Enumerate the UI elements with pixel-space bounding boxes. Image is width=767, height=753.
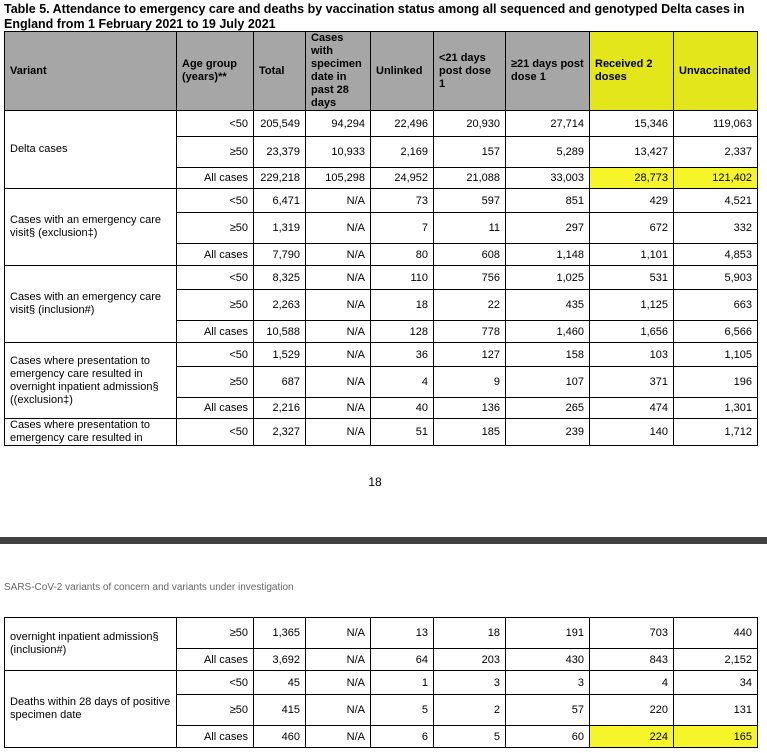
header-received2: Received 2 doses [590,32,674,111]
total-cell: 23,379 [254,137,306,168]
total-cell: 687 [254,367,306,398]
age-group-cell: All cases [177,398,254,419]
age-group-cell: All cases [177,244,254,266]
unlinked-cell: 5 [371,695,434,726]
header-unvaccinated: Unvaccinated [674,32,758,111]
lt21-cell: 18 [434,618,506,649]
total-cell: 1,365 [254,618,306,649]
age-group-cell: All cases [177,649,254,671]
unvaccinated-cell: 2,152 [674,649,758,671]
specimen-cell: N/A [306,367,371,398]
age-group-cell: <50 [177,189,254,213]
ge21-cell: 158 [506,343,590,367]
received2-cell: 1,101 [590,244,674,266]
table-title: Table 5. Attendance to emergency care and deaths by vaccination status among all sequenced and genotyped Delta cases in England from 1 February 2021 to 19 July 2021 [4,2,745,31]
specimen-cell: N/A [306,695,371,726]
table-bottom-body [5,618,758,748]
lt21-cell: 20,930 [434,111,506,137]
header-variant: Variant [5,32,177,111]
specimen-cell: N/A [306,649,371,671]
variant-cell: Cases with an emergency care visit§ (exclusion‡) [5,189,177,266]
specimen-cell: N/A [306,398,371,419]
ge21-cell: 435 [506,290,590,321]
unvaccinated-cell: 165 [674,726,758,748]
ge21-cell: 27,714 [506,111,590,137]
header-age-group: Age group (years)** [177,32,254,111]
variant-cell: Cases where presentation to emergency care resulted in overnight inpatient admission§ ((exclusion‡) [5,343,177,419]
specimen-cell: N/A [306,290,371,321]
specimen-cell: N/A [306,419,371,446]
unvaccinated-cell: 131 [674,695,758,726]
age-group-cell: <50 [177,671,254,695]
unvaccinated-cell: 34 [674,671,758,695]
unlinked-cell: 1 [371,671,434,695]
total-cell: 460 [254,726,306,748]
unlinked-cell: 18 [371,290,434,321]
age-group-cell: All cases [177,168,254,189]
table-row [5,189,758,213]
lt21-cell: 597 [434,189,506,213]
unvaccinated-cell: 663 [674,290,758,321]
received2-cell: 15,346 [590,111,674,137]
total-cell: 3,692 [254,649,306,671]
ge21-cell: 1,460 [506,321,590,343]
received2-cell: 672 [590,213,674,244]
lt21-cell: 185 [434,419,506,446]
total-cell: 6,471 [254,189,306,213]
total-cell: 1,319 [254,213,306,244]
total-cell: 2,327 [254,419,306,446]
total-cell: 10,588 [254,321,306,343]
unvaccinated-cell: 121,402 [674,168,758,189]
total-cell: 2,216 [254,398,306,419]
unvaccinated-cell: 1,301 [674,398,758,419]
total-cell: 45 [254,671,306,695]
unlinked-cell: 128 [371,321,434,343]
unvaccinated-cell: 4,853 [674,244,758,266]
unvaccinated-cell: 196 [674,367,758,398]
age-group-cell: ≥50 [177,367,254,398]
table-row [5,343,758,367]
total-cell: 8,325 [254,266,306,290]
lt21-cell: 3 [434,671,506,695]
table-row [5,266,758,290]
specimen-cell: N/A [306,189,371,213]
header-specimen: Cases with specimen date in past 28 days [306,32,371,111]
age-group-cell: <50 [177,111,254,137]
ge21-cell: 1,025 [506,266,590,290]
page-number: 18 [368,475,382,489]
received2-cell: 140 [590,419,674,446]
ge21-cell: 297 [506,213,590,244]
lt21-cell: 756 [434,266,506,290]
received2-cell: 4 [590,671,674,695]
ge21-cell: 60 [506,726,590,748]
header-row [5,32,758,111]
ge21-cell: 5,289 [506,137,590,168]
unvaccinated-cell: 4,521 [674,189,758,213]
specimen-cell: 10,933 [306,137,371,168]
lt21-cell: 778 [434,321,506,343]
age-group-cell: ≥50 [177,618,254,649]
lt21-cell: 2 [434,695,506,726]
table-top [4,31,758,446]
age-group-cell: ≥50 [177,290,254,321]
ge21-cell: 57 [506,695,590,726]
specimen-cell: N/A [306,343,371,367]
specimen-cell: N/A [306,244,371,266]
table-row [5,111,758,137]
unlinked-cell: 13 [371,618,434,649]
total-cell: 7,790 [254,244,306,266]
ge21-cell: 239 [506,419,590,446]
unlinked-cell: 4 [371,367,434,398]
total-cell: 229,218 [254,168,306,189]
age-group-cell: All cases [177,726,254,748]
lt21-cell: 21,088 [434,168,506,189]
unlinked-cell: 40 [371,398,434,419]
age-group-cell: ≥50 [177,137,254,168]
received2-cell: 103 [590,343,674,367]
received2-cell: 703 [590,618,674,649]
ge21-cell: 3 [506,671,590,695]
age-group-cell: All cases [177,321,254,343]
lt21-cell: 22 [434,290,506,321]
specimen-cell: N/A [306,726,371,748]
header-ge21: ≥21 days post dose 1 [506,32,590,111]
table-row [5,618,758,649]
lt21-cell: 5 [434,726,506,748]
unvaccinated-cell: 1,712 [674,419,758,446]
lt21-cell: 11 [434,213,506,244]
unvaccinated-cell: 440 [674,618,758,649]
unlinked-cell: 51 [371,419,434,446]
received2-cell: 531 [590,266,674,290]
unlinked-cell: 2,169 [371,137,434,168]
ge21-cell: 191 [506,618,590,649]
total-cell: 415 [254,695,306,726]
specimen-cell: N/A [306,321,371,343]
received2-cell: 1,656 [590,321,674,343]
variant-cell: overnight inpatient admission§ (inclusion#) [5,618,177,671]
age-group-cell: <50 [177,343,254,367]
unvaccinated-cell: 332 [674,213,758,244]
ge21-cell: 851 [506,189,590,213]
ge21-cell: 1,148 [506,244,590,266]
received2-cell: 13,427 [590,137,674,168]
ge21-cell: 265 [506,398,590,419]
variant-cell: Cases with an emergency care visit§ (inclusion#) [5,266,177,343]
unlinked-cell: 7 [371,213,434,244]
received2-cell: 371 [590,367,674,398]
specimen-cell: 94,294 [306,111,371,137]
specimen-cell: N/A [306,213,371,244]
received2-cell: 474 [590,398,674,419]
received2-cell: 220 [590,695,674,726]
age-group-cell: ≥50 [177,695,254,726]
variant-cell: Cases where presentation to emergency care resulted in [5,419,177,446]
unlinked-cell: 6 [371,726,434,748]
total-cell: 205,549 [254,111,306,137]
unlinked-cell: 110 [371,266,434,290]
page-break [0,537,767,544]
specimen-cell: N/A [306,671,371,695]
specimen-cell: N/A [306,618,371,649]
lt21-cell: 9 [434,367,506,398]
received2-cell: 224 [590,726,674,748]
lt21-cell: 608 [434,244,506,266]
unlinked-cell: 24,952 [371,168,434,189]
received2-cell: 429 [590,189,674,213]
unlinked-cell: 64 [371,649,434,671]
table-row [5,671,758,695]
total-cell: 2,263 [254,290,306,321]
total-cell: 1,529 [254,343,306,367]
lt21-cell: 157 [434,137,506,168]
table-top-body [5,111,758,446]
table-row [5,419,758,446]
unlinked-cell: 73 [371,189,434,213]
ge21-cell: 430 [506,649,590,671]
unlinked-cell: 80 [371,244,434,266]
unvaccinated-cell: 6,566 [674,321,758,343]
variant-cell: Deaths within 28 days of positive specimen date [5,671,177,748]
header-total: Total [254,32,306,111]
header-unlinked: Unlinked [371,32,434,111]
header-lt21: <21 days post dose 1 [434,32,506,111]
lt21-cell: 136 [434,398,506,419]
age-group-cell: ≥50 [177,213,254,244]
received2-cell: 1,125 [590,290,674,321]
unvaccinated-cell: 5,903 [674,266,758,290]
unvaccinated-cell: 2,337 [674,137,758,168]
specimen-cell: N/A [306,266,371,290]
ge21-cell: 33,003 [506,168,590,189]
received2-cell: 28,773 [590,168,674,189]
unvaccinated-cell: 119,063 [674,111,758,137]
unlinked-cell: 22,496 [371,111,434,137]
age-group-cell: <50 [177,419,254,446]
unlinked-cell: 36 [371,343,434,367]
received2-cell: 843 [590,649,674,671]
age-group-cell: <50 [177,266,254,290]
running-header: SARS-CoV-2 variants of concern and variants under investigation [4,582,294,593]
ge21-cell: 107 [506,367,590,398]
variant-cell: Delta cases [5,111,177,189]
lt21-cell: 127 [434,343,506,367]
table-bottom [4,617,758,748]
specimen-cell: 105,298 [306,168,371,189]
lt21-cell: 203 [434,649,506,671]
unvaccinated-cell: 1,105 [674,343,758,367]
